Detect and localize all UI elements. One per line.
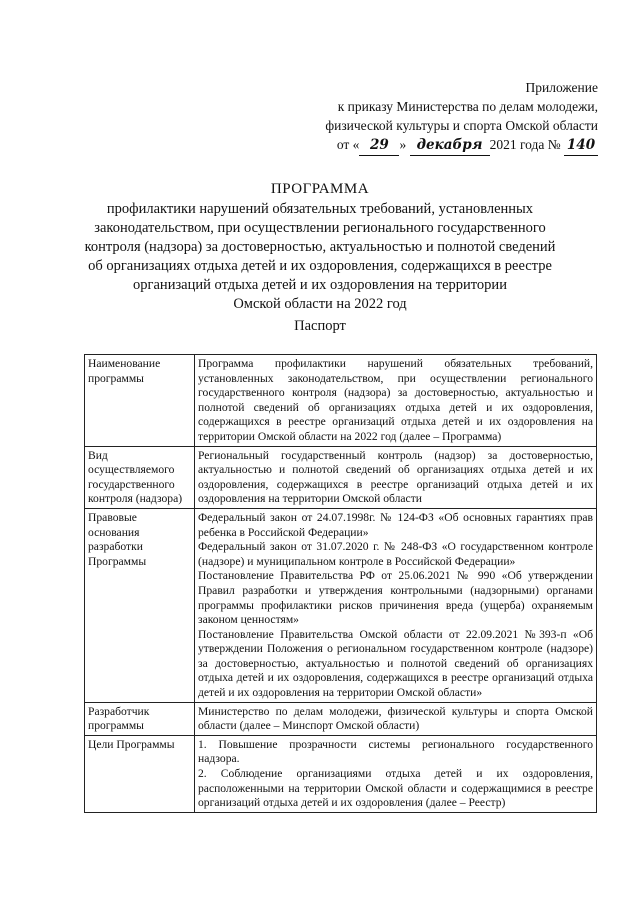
- program-title-line: об организациях отдыха детей и их оздоровления, содержащихся в реестре: [88, 258, 552, 274]
- row-value: Федеральный закон от 24.07.1998г. № 124-ФЗ «Об основных гарантиях прав ребенка в Российской Федерации» Федеральный закон от 31.07.2020 г. № 248-ФЗ «О государственном контроле (надзоре) и муниципальном контроле в Российской Федерации» Постановление Правительства РФ от 25.06.2021 № 990 «Об утверждении Правил разработки и утверждения контрольными (надзорными) органами программы профилактики рисков причинения вреда (ущерба) охраняемым законом ценностям» Постановление Правительства Омской области от 22.09.2021 №393-п «Об утверждении Положения о региональном государственном контроле (надзоре) за достоверностью, актуальностью и полнотой сведений об организациях отдыха детей и их оздоровления, содержащихся в реестре организаций отдыха детей и их оздоровления на территории Омской области»: [195, 508, 597, 702]
- table-row: [85, 355, 597, 447]
- row-label: Разработчик программы: [85, 702, 195, 735]
- table-row: [85, 508, 597, 702]
- appendix-order-line: к приказу Министерства по делам молодежи,: [337, 99, 598, 114]
- passport-table: [84, 354, 597, 813]
- program-title-line: законодательством, при осуществлении регионального государственного: [94, 220, 546, 236]
- row-value: Министерство по делам молодежи, физической культуры и спорта Омской области (далее – Минспорт Омской области): [195, 702, 597, 735]
- handwritten-month: декабря: [410, 136, 490, 156]
- program-title: [0, 180, 640, 314]
- program-heading: ПРОГРАММА: [270, 181, 370, 197]
- handwritten-day: 29: [359, 136, 399, 156]
- appendix-title: Приложение: [525, 80, 598, 95]
- program-title-line: контроля (надзора) за достоверностью, актуальностью и полнотой сведений: [84, 239, 556, 255]
- row-value: Региональный государственный контроль (надзор) за достоверностью, актуальностью и полнотой сведений об организациях отдыха детей и их оздоровления, содержащихся в реестре организаций отдыха детей и их оздоровления на территории Омской области: [195, 446, 597, 508]
- row-value: Программа профилактики нарушений обязательных требований, установленных законодательством, при осуществлении регионального государственного контроля (надзора) за достоверностью, актуальностью и полнотой сведений об организациях отдыха детей и их оздоровления, содержащихся в реестре организаций отдыха детей и их оздоровления на территории Омской области на 2022 год (далее – Программа): [195, 355, 597, 447]
- row-label: Наименование программы: [85, 355, 195, 447]
- handwritten-order-number: 140: [564, 136, 598, 156]
- appendix-ministry-line: физической культуры и спорта Омской области: [325, 118, 598, 133]
- passport-heading: Паспорт: [294, 318, 346, 334]
- appendix-header: [325, 78, 598, 156]
- row-label: Вид осуществляемого государственного контроля (надзора): [85, 446, 195, 508]
- row-value: 1. Повышение прозрачности системы регионального государственного надзора. 2. Соблюдение организациями отдыха детей и их оздоровления, расположенными на территории Омской области и содержащимися в реестре организаций отдыха детей и их оздоровления (далее – Реестр): [195, 735, 597, 812]
- row-label: Правовые основания разработки Программы: [85, 508, 195, 702]
- table-row: [85, 702, 597, 735]
- row-label: Цели Программы: [85, 735, 195, 812]
- appendix-date-line: от « 29 » декабря 2021 года № 140: [325, 135, 598, 156]
- program-title-line: Омской области на 2022 год: [233, 296, 407, 312]
- program-title-line: организаций отдыха детей и их оздоровления на территории: [133, 277, 507, 293]
- table-row: [85, 446, 597, 508]
- table-row: [85, 735, 597, 812]
- program-title-line: профилактики нарушений обязательных требований, установленных: [106, 201, 534, 217]
